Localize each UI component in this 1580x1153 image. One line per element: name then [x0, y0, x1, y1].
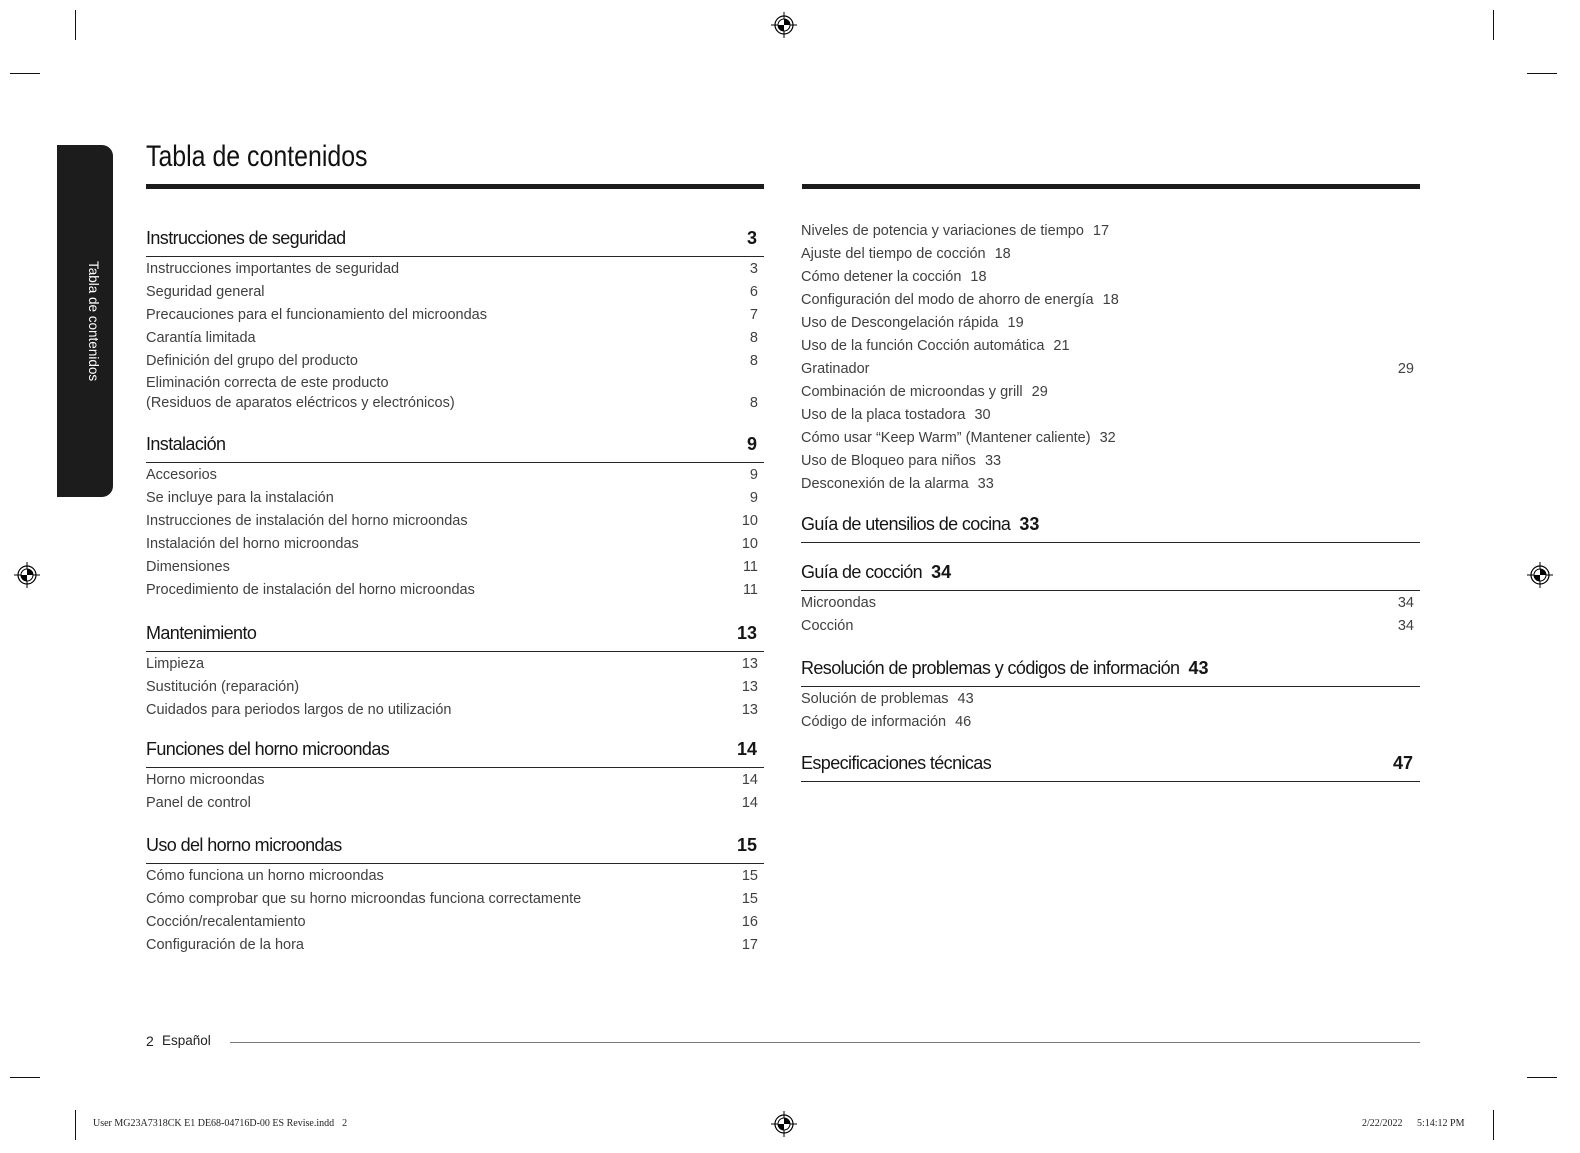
- toc-item-page: 34: [1397, 618, 1414, 634]
- toc-item-list: [801, 591, 1420, 638]
- toc-section-utensils: [801, 511, 1420, 543]
- page-title: Tabla de contenidos: [146, 140, 368, 173]
- toc-item-page: 43: [957, 691, 974, 707]
- footer-rule: [230, 1042, 1420, 1043]
- toc-item: [146, 281, 764, 304]
- toc-item: [801, 312, 1420, 335]
- toc-item-page: 29: [1031, 384, 1048, 400]
- toc-item-title: Código de información: [801, 714, 947, 730]
- toc-item-title: Horno microondas: [146, 772, 265, 788]
- crop-mark: [1527, 73, 1557, 74]
- toc-item: [801, 220, 1420, 243]
- toc-item-title: Uso de la función Cocción automática: [801, 338, 1045, 354]
- toc-section-page: 47: [1392, 753, 1413, 773]
- toc-item: [146, 653, 764, 676]
- toc-item: [801, 688, 1420, 711]
- toc-item-title: Uso de Bloqueo para niños: [801, 453, 976, 469]
- toc-item-title: Procedimiento de instalación del horno microondas: [146, 582, 475, 598]
- toc-section-page: 13: [736, 623, 757, 643]
- toc-item-page: 17: [1092, 223, 1110, 239]
- toc-item: [801, 266, 1420, 289]
- toc-item-title: Cómo funciona un horno microondas: [146, 868, 384, 884]
- toc-section-cooking-guide: [801, 559, 1420, 638]
- crop-mark: [75, 10, 76, 40]
- toc-item-title: Limpieza: [146, 656, 205, 672]
- toc-item: [801, 711, 1420, 734]
- toc-item-title: Cómo detener la cocción: [801, 269, 962, 285]
- toc-section-title: Resolución de problemas y códigos de información: [801, 658, 1180, 678]
- toc-item: [146, 487, 764, 510]
- toc-item-page: 13: [741, 679, 758, 695]
- toc-item-title: Configuración del modo de ahorro de energía: [801, 292, 1094, 308]
- toc-item-page: 10: [741, 513, 758, 529]
- toc-item-title: Desconexión de la alarma: [801, 476, 969, 492]
- toc-item-title: Carantía limitada: [146, 330, 256, 346]
- toc-item-list: [146, 257, 764, 413]
- footer-language: Español: [162, 1033, 211, 1048]
- toc-item: [146, 911, 764, 934]
- toc-item-title: Ajuste del tiempo de cocción: [801, 246, 986, 262]
- toc-item-page: 13: [741, 702, 758, 718]
- registration-mark-icon: [770, 1110, 798, 1138]
- toc-item-title: Panel de control: [146, 795, 251, 811]
- toc-item-page: 30: [974, 407, 991, 423]
- toc-item-title: Combinación de microondas y grill: [801, 384, 1023, 400]
- crop-mark: [1527, 1077, 1557, 1078]
- toc-item-title-line2: (Residuos de aparatos eléctricos y electrónicos): [146, 395, 455, 411]
- toc-item: [146, 792, 764, 815]
- toc-section-header: [801, 655, 1420, 687]
- toc-item-page: 29: [1397, 361, 1414, 377]
- toc-item: [801, 427, 1420, 450]
- toc-item-page: 8: [749, 395, 758, 411]
- toc-item-page: 14: [741, 795, 758, 811]
- crop-mark: [1493, 10, 1494, 40]
- slug-date: 2/22/2022: [1362, 1118, 1403, 1129]
- toc-section-maintenance: [146, 620, 764, 722]
- toc-item-page: 8: [749, 353, 758, 369]
- toc-item: [146, 327, 764, 350]
- toc-item-page: 10: [741, 536, 758, 552]
- toc-section-title: Guía de cocción: [801, 562, 923, 582]
- crop-mark: [10, 73, 40, 74]
- toc-item: [801, 358, 1420, 381]
- toc-section-page: 9: [746, 434, 757, 454]
- toc-item: [146, 865, 764, 888]
- toc-section-header: [146, 736, 764, 768]
- title-rule-right: [802, 184, 1420, 189]
- toc-item: [146, 533, 764, 556]
- toc-item-title: Definición del grupo del producto: [146, 353, 358, 369]
- toc-section-title: Guía de utensilios de cocina: [801, 514, 1011, 534]
- toc-item: [146, 699, 764, 722]
- toc-item: [146, 579, 764, 602]
- toc-item: [146, 510, 764, 533]
- crop-mark: [1493, 1110, 1494, 1140]
- toc-section-header: [146, 832, 764, 864]
- toc-item: [801, 243, 1420, 266]
- toc-item-list: [146, 768, 764, 815]
- toc-item: [146, 934, 764, 957]
- toc-section-title: Especificaciones técnicas: [801, 753, 992, 773]
- toc-item-title: Precauciones para el funcionamiento del microondas: [146, 307, 487, 323]
- toc-item-page: 11: [742, 559, 758, 575]
- toc-section-page: 33: [1019, 514, 1040, 534]
- toc-item: [146, 304, 764, 327]
- slug-page: 2: [342, 1118, 348, 1129]
- toc-item-title: Instrucciones de instalación del horno microondas: [146, 513, 468, 529]
- crop-mark: [75, 1110, 76, 1140]
- toc-item: [801, 450, 1420, 473]
- toc-section-title: Instrucciones de seguridad: [146, 228, 346, 248]
- toc-section-header: [146, 225, 764, 257]
- toc-item-title: Cocción/recalentamiento: [146, 914, 306, 930]
- toc-item-page: 8: [749, 330, 758, 346]
- toc-section-title: Mantenimiento: [146, 623, 257, 643]
- toc-section-header: [146, 620, 764, 652]
- slug-file-name: User MG23A7318CK E1 DE68-04716D-00 ES Revise.indd: [93, 1118, 335, 1129]
- toc-item-title: Dimensiones: [146, 559, 230, 575]
- toc-item-title: Seguridad general: [146, 284, 265, 300]
- toc-item: [801, 592, 1420, 615]
- toc-item-title: Accesorios: [146, 467, 217, 483]
- toc-item-page: 9: [749, 467, 758, 483]
- toc-item-page: 11: [742, 582, 758, 598]
- toc-item-title: Gratinador: [801, 361, 870, 377]
- registration-mark-icon: [770, 11, 798, 39]
- toc-item-title: Niveles de potencia y variaciones de tiempo: [801, 223, 1084, 239]
- toc-item: [146, 888, 764, 911]
- toc-item-title: Cómo usar “Keep Warm” (Mantener caliente): [801, 430, 1091, 446]
- toc-item-title: Cuidados para periodos largos de no utilización: [146, 702, 452, 718]
- registration-mark-icon: [13, 561, 41, 589]
- toc-item-page: 3: [749, 261, 758, 277]
- toc-item-page: 18: [994, 246, 1011, 262]
- toc-item-page: 18: [970, 269, 987, 285]
- toc-item-title: Uso de la placa tostadora: [801, 407, 966, 423]
- toc-section-title: Instalación: [146, 434, 226, 454]
- toc-item: [146, 258, 764, 281]
- toc-item-page: 17: [741, 937, 758, 953]
- toc-section-header: [146, 431, 764, 463]
- toc-section-page: 15: [736, 835, 757, 855]
- toc-item-title: Cocción: [801, 618, 854, 634]
- toc-item-page: 15: [741, 891, 758, 907]
- toc-continued-item-list: [801, 220, 1420, 496]
- toc-section-specifications: [801, 750, 1420, 782]
- toc-section-header: [801, 750, 1420, 782]
- toc-section-troubleshooting: [801, 655, 1420, 734]
- toc-item-page: 9: [749, 490, 758, 506]
- toc-item: [146, 676, 764, 699]
- toc-item-page: 34: [1397, 595, 1414, 611]
- toc-section-title: Funciones del horno microondas: [146, 739, 390, 759]
- toc-item: [801, 289, 1420, 312]
- toc-item: [146, 769, 764, 792]
- toc-section-header: [801, 559, 1420, 591]
- footer-page-number: 2: [146, 1033, 154, 1049]
- toc-item-page: 46: [955, 714, 972, 730]
- toc-item-title: Solución de problemas: [801, 691, 949, 707]
- toc-item-list: [801, 687, 1420, 734]
- toc-item-title: Microondas: [801, 595, 876, 611]
- toc-item-page: 15: [741, 868, 758, 884]
- toc-item-page: 14: [741, 772, 758, 788]
- toc-item: [801, 615, 1420, 638]
- toc-section-header: [801, 511, 1420, 543]
- toc-section-page: 34: [931, 562, 952, 582]
- toc-item-title: Eliminación correcta de este producto: [146, 375, 389, 391]
- title-rule-left: [146, 184, 764, 189]
- toc-item-page: 6: [749, 284, 758, 300]
- toc-item-page: 21: [1053, 338, 1070, 354]
- toc-item: [146, 464, 764, 487]
- toc-item-page: 33: [977, 476, 994, 492]
- toc-section-functions: [146, 736, 764, 815]
- toc-item-page: 13: [741, 656, 758, 672]
- slug-file: [93, 1117, 347, 1131]
- toc-section-page: 3: [746, 228, 757, 248]
- toc-item: [801, 381, 1420, 404]
- toc-item: [801, 473, 1420, 496]
- toc-item-list: [146, 463, 764, 602]
- side-tab: [57, 145, 113, 497]
- toc-section-safety: [146, 225, 764, 413]
- toc-section-usage: [146, 832, 764, 957]
- toc-section-installation: [146, 431, 764, 602]
- toc-item-title: Cómo comprobar que su horno microondas funciona correctamente: [146, 891, 582, 907]
- toc-item-page: 19: [1007, 315, 1024, 331]
- toc-item-page: 16: [741, 914, 758, 930]
- toc-item-page: 32: [1099, 430, 1116, 446]
- toc-item-page: 7: [749, 307, 758, 323]
- registration-mark-icon: [1526, 561, 1554, 589]
- toc-item-title: Instrucciones importantes de seguridad: [146, 261, 400, 277]
- toc-item-title: Configuración de la hora: [146, 937, 304, 953]
- toc-item-title: Sustitución (reparación): [146, 679, 300, 695]
- toc-item-page: 33: [984, 453, 1002, 469]
- side-tab-label: Tabla de contenidos: [86, 260, 101, 382]
- toc-section-page: 14: [736, 739, 757, 759]
- toc-item: [801, 335, 1420, 358]
- toc-item-title: Instalación del horno microondas: [146, 536, 359, 552]
- toc-item: [146, 350, 764, 373]
- toc-section-title: Uso del horno microondas: [146, 835, 342, 855]
- slug-time: 5:14:12 PM: [1417, 1118, 1465, 1129]
- toc-section-page: 43: [1188, 658, 1209, 678]
- toc-item: [146, 373, 764, 413]
- toc-item-list: [146, 652, 764, 722]
- toc-item: [801, 404, 1420, 427]
- toc-item-title: Uso de Descongelación rápida: [801, 315, 999, 331]
- toc-item-page: 18: [1102, 292, 1119, 308]
- toc-item-title: Se incluye para la instalación: [146, 490, 334, 506]
- toc-item-list: [146, 864, 764, 957]
- toc-item: [146, 556, 764, 579]
- crop-mark: [10, 1077, 40, 1078]
